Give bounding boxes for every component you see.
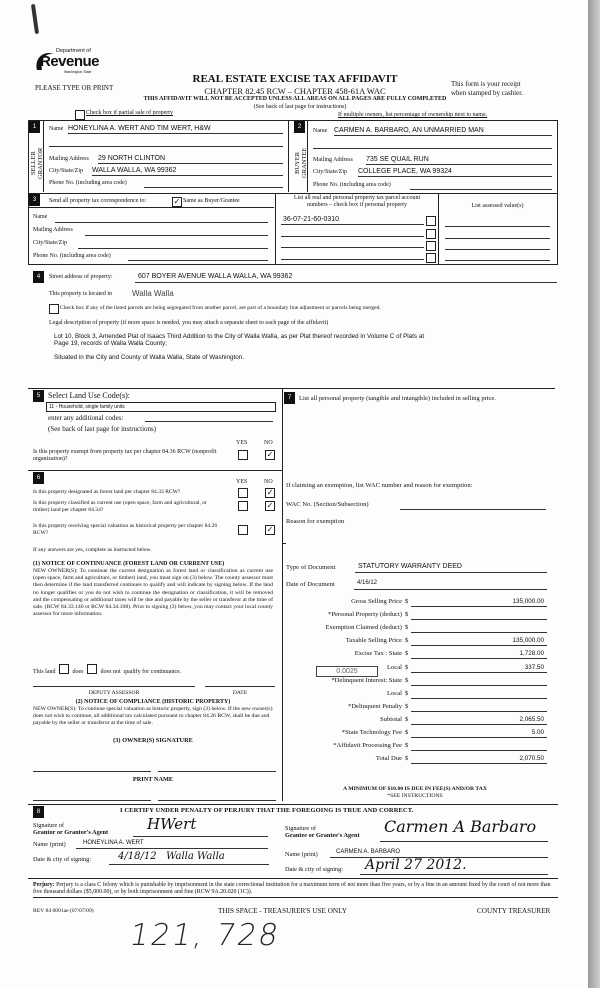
dollar-sign: $	[405, 650, 409, 658]
street-value[interactable]: 607 BOYER AVENUE WALLA WALLA, WA 99362	[138, 273, 293, 280]
seller-name-label: Name	[49, 126, 64, 132]
tax-row-label: Subtotal	[380, 715, 402, 723]
corr-mailing-line[interactable]	[85, 235, 268, 236]
exempt-yes-header: YES	[236, 440, 248, 446]
stray-mark	[31, 4, 39, 34]
dollar-sign: $	[405, 755, 409, 763]
land-use-select[interactable]	[46, 402, 276, 412]
buyer-city-line	[358, 176, 552, 177]
parcel-header-1: List all real and personal property tax parcel account	[293, 195, 421, 201]
completion-warning: THIS AFFIDAVIT WILL NOT BE ACCEPTED UNLESS ALL AREAS ON ALL PAGES ARE FULLY COMPLETED	[143, 96, 447, 102]
perjury-text: Perjury is a class C felony which is punishable by imprisonment in the state correctional institution for a maximum term of not more than five years, or by a fine in an amount fixed by the court of not more than five thousand dollars ($5,000.00), or by both imprisonment and fine (RCW 9A.20.020 (1C)).	[33, 882, 551, 895]
local-rate-box[interactable]	[316, 666, 378, 677]
same-as-buyer-label: Same as Buyer/Grantee	[183, 198, 240, 204]
section-5-badge: 5	[33, 390, 44, 402]
partial-sale-label: Check box if partial sale of property	[86, 110, 173, 116]
tax-row-label: *Delinquent Interest: State	[331, 676, 402, 684]
buyer-side-label	[294, 140, 308, 186]
personal-property-checkbox[interactable]	[426, 241, 436, 251]
tax-row-value[interactable]: 135,000.00	[512, 637, 544, 645]
tax-row-label: *Delinquent Penalty	[347, 702, 402, 710]
personal-property-checkbox[interactable]	[426, 229, 436, 239]
dollar-sign: $	[405, 611, 409, 619]
tax-row-line	[411, 724, 547, 725]
exempt-question: Is this property exempt from property tax per chapter 84.36 RCW (nonprofit organization)?	[33, 449, 217, 462]
tax-row-line	[411, 685, 547, 686]
current-use-yes-checkbox[interactable]	[238, 501, 248, 511]
parcel-header	[276, 195, 438, 209]
located-label: This property is located in	[49, 291, 112, 297]
dollar-sign: $	[405, 598, 409, 605]
current-use-no-checkbox[interactable]: ✓	[266, 501, 274, 510]
multiple-owners-note: If multiple owners, list percentage of ownership next to name.	[338, 112, 488, 118]
instructions-note: (See back of last page for instructions)	[253, 104, 347, 110]
personal-property-checkbox[interactable]	[426, 216, 436, 226]
tax-row-label: Taxable Selling Price	[345, 637, 402, 645]
grantee-name-label: Name (print)	[285, 851, 318, 858]
doc-type-label: Type of Document	[286, 564, 336, 571]
seller-phone-label: Phone No. (including area code)	[49, 180, 127, 186]
current-use-question: Is this property classified as current use (open space, farm and agricultural, or timber) land per chapter 84.34?	[33, 500, 207, 513]
perjury-notice	[33, 882, 558, 898]
print-name-line-1[interactable]	[33, 800, 151, 801]
land-use-instructions: (See back of last page for instructions)	[48, 425, 157, 433]
buyer-phone-label: Phone No. (including area code)	[313, 182, 391, 188]
segregated-label: Check box if any of the listed parcels are being segregated from another parcel, are part of a boundary line adjustment or parcels being merged.	[60, 305, 381, 311]
grantor-label: GRANTOR	[37, 147, 44, 179]
assessed-header: List assessed value(s)	[471, 203, 524, 209]
deputy-assessor-line[interactable]	[33, 686, 195, 687]
doc-type-line	[355, 572, 547, 573]
wac-label: WAC No. (Section/Subsection)	[286, 501, 369, 508]
notice2-title: (2) NOTICE OF COMPLIANCE (HISTORIC PROPERTY)	[75, 699, 231, 705]
dollar-sign: $	[405, 676, 409, 684]
local-rate-value: 0.0025	[336, 668, 358, 675]
tax-row-line	[411, 606, 547, 607]
buyer-phone-line[interactable]	[410, 189, 552, 190]
receipt-note-1: This form is your receipt	[451, 80, 521, 88]
partial-sale-checkbox[interactable]	[75, 110, 85, 120]
perjury-label: Perjury:	[33, 882, 55, 888]
tax-row-line	[411, 645, 547, 646]
grantee-date-value[interactable]: April 27 2012.	[365, 857, 467, 873]
parcel-line[interactable]	[281, 236, 424, 237]
dor-logo-line2: Revenue	[40, 53, 100, 70]
grantor-sig-label-1: Signature of	[33, 822, 64, 829]
correspondence-label: Send all property tax correspondence to:	[49, 198, 147, 204]
dollar-sign: $	[405, 624, 409, 632]
tax-row-line	[411, 750, 547, 751]
grantor-name-line	[76, 848, 268, 849]
does-not-checkbox[interactable]	[87, 664, 97, 674]
corr-name-line[interactable]	[55, 222, 268, 223]
land-use-selected-value: 11 - Household, single family units	[49, 404, 125, 410]
seller-city-value[interactable]: WALLA WALLA, WA 99362	[92, 167, 177, 174]
seller-mailing-label: Mailing Address	[49, 156, 89, 162]
continuance-row	[33, 663, 181, 675]
tax-row-label: Gross Selling Price	[351, 598, 402, 605]
notice1-title: (1) NOTICE OF CONTINUANCE (FOREST LAND OR CURRENT USE)	[33, 561, 225, 567]
legal-line-1: Lot 10, Block 3, Amended Plat of Isaacs Third Addition to the City of Walla Walla, as per Plat thereof recorded in Volume C of Plats at	[54, 333, 425, 340]
tax-row-value[interactable]: 2,065.50	[519, 715, 544, 723]
forest-yes-checkbox[interactable]	[238, 488, 248, 498]
tax-row-label: *Personal Property (deduct)	[328, 611, 402, 619]
forest-no-checkbox[interactable]: ✓	[266, 488, 274, 497]
please-type-note: PLEASE TYPE OR PRINT	[35, 84, 114, 92]
doc-date-label: Date of Document	[286, 581, 335, 588]
wac-input-line[interactable]	[400, 509, 546, 510]
grantee-sig-label-2: Grantee or Grantee's Agent	[285, 832, 360, 839]
tax-row-label: Local	[386, 663, 402, 671]
buyer-name-label: Name	[313, 128, 328, 134]
seller-label: SELLER	[30, 151, 37, 175]
seller-name-line	[68, 133, 283, 134]
section-8-bottom-rule	[28, 878, 558, 879]
section-6-badge: 6	[33, 472, 44, 484]
additional-codes-line[interactable]	[145, 421, 273, 422]
personal-property-checkbox[interactable]	[426, 253, 436, 263]
grantee-signature[interactable]: Carmen A Barbaro	[384, 817, 537, 836]
personal-property-label: List all personal property (tangible and intangible) included in selling price.	[299, 395, 496, 402]
grantee-sig-line	[380, 841, 548, 842]
section-4-badge: 4	[33, 271, 44, 283]
section-3-badge: 3	[29, 194, 40, 206]
tax-row-line	[411, 711, 547, 712]
buyer-name-value[interactable]: CARMEN A. BARBARO, AN UNMARRIED MAN	[334, 127, 484, 134]
grantor-name-label: Name (print)	[33, 841, 66, 848]
parcel-line	[281, 224, 424, 225]
legal-line-2: Page 19, records of Walla Walla County;	[54, 340, 167, 347]
located-value[interactable]: Walla Walla	[132, 289, 174, 298]
grantee-sig-label	[285, 825, 360, 839]
buyer-mailing-line	[366, 164, 552, 165]
exemption-reason-label: Reason for exemption	[286, 518, 345, 525]
tax-row-value[interactable]: 2,070.50	[519, 755, 544, 763]
dollar-sign: $	[405, 742, 409, 750]
doc-date-value[interactable]: 4/16/12	[357, 580, 378, 586]
dollar-sign: $	[405, 637, 409, 645]
seller-divider	[43, 121, 44, 191]
seller-mailing-line	[98, 163, 283, 164]
tax-row-label: Exemption Claimed (deduct)	[325, 624, 402, 632]
parcel-number[interactable]: 36-07-21-60-0310	[283, 216, 340, 223]
see-instructions: *SEE INSTRUCTIONS	[387, 793, 443, 799]
tax-row-line	[411, 619, 547, 620]
certification-statement: I CERTIFY UNDER PENALTY OF PERJURY THAT THE FOREGOING IS TRUE AND CORRECT.	[120, 807, 414, 814]
grantor-signature[interactable]: HWert	[147, 815, 197, 833]
corr-city-line[interactable]	[78, 248, 268, 249]
assessed-value-line[interactable]	[445, 249, 550, 250]
qualify-label: qualify for continuance.	[123, 669, 182, 675]
grantor-sig-label	[33, 822, 108, 836]
tax-row-line	[411, 737, 547, 738]
dor-logo-line3: Washington State	[64, 70, 92, 74]
tax-row-line	[411, 632, 547, 633]
grantor-date-line	[109, 864, 269, 865]
form-subtitle: CHAPTER 82.45 RCW – CHAPTER 458-61A WAC	[204, 86, 386, 96]
seller-mailing-value[interactable]: 29 NORTH CLINTON	[98, 155, 166, 162]
seller-name-value[interactable]: HONEYLINA A. WERT AND TIM WERT, H&W	[68, 125, 211, 132]
corr-name-label: Name	[33, 214, 48, 220]
tax-row-value[interactable]: 5.00	[531, 729, 544, 736]
tax-row-line	[411, 658, 547, 659]
section-7-frame	[282, 388, 555, 539]
buyer-city-value[interactable]: COLLEGE PLACE, WA 99324	[358, 168, 452, 175]
grantee-name-value[interactable]: CARMEN A. BARBARO	[336, 849, 401, 855]
buyer-label: BUYER	[294, 151, 301, 175]
tax-row-line	[411, 672, 547, 673]
tax-row-label: Excise Tax : State	[354, 650, 402, 658]
dor-logo-line1: Department of	[56, 48, 91, 54]
legal-description[interactable]	[54, 333, 504, 361]
parcel-col-divider-2	[438, 193, 439, 264]
segregated-checkbox[interactable]	[49, 304, 59, 314]
correspondence-header-rule	[29, 207, 274, 208]
tax-row-label: *Affidavit Processing Fee	[333, 742, 402, 750]
land-use-label: Select Land Use Code(s):	[48, 391, 130, 400]
dollar-sign: $	[405, 663, 409, 671]
parties-center-divider	[288, 121, 289, 192]
grantor-date-label: Date & city of signing:	[33, 856, 92, 863]
assessed-value-line[interactable]	[445, 238, 550, 239]
owner-signature-line-2[interactable]	[158, 771, 276, 772]
buyer-mailing-value[interactable]: 735 SE QUAIL RUN	[366, 156, 429, 163]
dollar-sign: $	[405, 715, 409, 723]
owner-signature-label: (3) OWNER(S) SIGNATURE	[113, 737, 193, 744]
grantor-sig-label-2: Grantor or Grantor's Agent	[33, 829, 109, 836]
designation-yes-header: YES	[236, 479, 248, 485]
designation-no-header: NO	[264, 479, 273, 485]
legal-label: Legal description of property (if more space is needed, you may attach a separate sheet to each page of the affidavit)	[49, 320, 329, 326]
does-not-label: does not	[100, 669, 121, 675]
street-line	[135, 282, 557, 283]
buyer-mailing-label: Mailing Address	[313, 157, 353, 163]
street-label: Street address of property:	[49, 274, 113, 280]
corr-city-label: City/State/Zip	[33, 240, 67, 246]
tax-row-label: *State Technology Fee	[341, 729, 402, 736]
corr-mailing-label: Mailing Address	[33, 227, 73, 233]
grantor-sig-line	[133, 836, 268, 837]
parcel-line[interactable]	[281, 247, 424, 248]
section-7-bottom-rule	[282, 543, 286, 544]
seller-side-label	[30, 140, 44, 186]
owner-signature-line-1[interactable]	[33, 771, 151, 772]
this-land-label: This land	[33, 669, 56, 675]
historic-yes-checkbox[interactable]	[238, 525, 248, 535]
seller-phone-line[interactable]	[144, 187, 283, 188]
notice1-body: NEW OWNER(S): To continue the current designation as forest land or classification as current use (open space, farm and agriculture, or timber) land, you must sign on (3) below. The county assessor must then determine if the land transferred continues to qualify and will indicate by signing below. If the land no longer qualifies or you do not wish to continue the designation or classification, it will be removed and the compensating or additional taxes will be due and payable by the seller or transferor at the time of sale. (RCW 84.33.140 or RCW 84.34.108). Prior to signing (3) below, you may contact your local county assessor for more information.	[33, 568, 273, 618]
tax-row-value[interactable]: 337.50	[524, 663, 544, 671]
same-as-buyer-checkbox[interactable]: ✓	[173, 197, 181, 206]
scan-edge-shadow	[588, 0, 600, 988]
tax-row-value[interactable]: 1,728.00	[519, 650, 544, 658]
grantee-sig-label-1: Signature of	[285, 825, 316, 832]
assessor-date-label: DATE	[232, 690, 248, 696]
grantor-name-value[interactable]: HONEYLINA A. WERT	[83, 840, 144, 846]
form-revision: REV 84 0001ae (07/07/09)	[33, 908, 94, 914]
notice2-body: NEW OWNER(S): To continue special valuation as historic property, sign (3) below. If the new owner(s) does not wish to continue, all additional tax calculated pursuant to chapter 84.26 RCW, shall be due and payable by the seller or transferor at the time of sale.	[33, 706, 273, 726]
parcel-header-2: numbers – check box if personal property	[307, 202, 407, 208]
print-name-label: PRINT NAME	[132, 776, 174, 783]
section-7-badge: 7	[284, 392, 295, 404]
section-8-badge: 8	[33, 806, 44, 818]
tax-row-label: Local	[386, 689, 402, 697]
deputy-assessor-label: DEPUTY ASSESSOR	[88, 690, 140, 696]
tax-row-value[interactable]: 135,000.00	[512, 598, 544, 605]
print-name-line-2[interactable]	[158, 800, 276, 801]
section-6-frame	[28, 470, 283, 801]
tax-row-line	[411, 763, 547, 764]
assessor-date-line[interactable]	[205, 686, 275, 687]
forest-question: Is this property designated as forest land per chapter 84.33 RCW?	[33, 489, 181, 495]
historic-question: Is this property receiving special valuation as historical property per chapter 84.26 RCW?	[33, 523, 218, 536]
minimum-note: A MINIMUM OF $10.00 IS DUE IN FEE(S) AND/OR TAX	[343, 786, 487, 792]
buyer-city-label: City/State/Zip	[313, 169, 347, 175]
exempt-yes-checkbox[interactable]	[238, 450, 248, 460]
additional-codes-label: enter any additional codes:	[48, 414, 124, 422]
grantee-date-line	[360, 874, 548, 875]
grantee-label: GRANTEE	[301, 147, 308, 179]
buyer-name-line	[334, 135, 552, 136]
buyer-name-line-2	[313, 148, 552, 149]
doc-type-value[interactable]: STATUTORY WARRANTY DEED	[358, 563, 462, 570]
historic-no-checkbox[interactable]: ✓	[266, 525, 274, 534]
grantor-date-value[interactable]: 4/18/12 Walla Walla	[118, 851, 225, 862]
doc-date-line	[354, 589, 547, 590]
tax-row-line	[411, 698, 547, 699]
tax-row-label: Total Due	[375, 755, 402, 763]
receipt-note-2: when stamped by cashier.	[451, 89, 523, 97]
corr-phone-label: Phone No. (including area code)	[33, 253, 111, 259]
seller-name-line-2	[49, 146, 283, 147]
form-title: REAL ESTATE EXCISE TAX AFFIDAVIT	[192, 73, 398, 85]
dollar-sign: $	[405, 729, 409, 736]
dollar-sign: $	[405, 689, 409, 697]
handwritten-receipt-number: 121, 728	[126, 918, 283, 953]
dollar-sign: $	[405, 702, 409, 710]
seller-city-line	[92, 175, 283, 176]
exempt-no-header: NO	[264, 440, 273, 446]
section-2-badge: 2	[294, 121, 305, 133]
treasurer-use-note: THIS SPACE - TREASURER'S USE ONLY	[218, 907, 347, 915]
legal-line-3: Situated in the City and County of Walla Walla, State of Washington.	[54, 354, 245, 361]
section-8-top-rule	[28, 804, 558, 805]
section-1-badge: 1	[29, 121, 40, 133]
if-yes-note: If any answers are yes, complete as instructed below.	[33, 547, 152, 553]
parcel-line[interactable]	[281, 259, 424, 260]
assessed-value-line[interactable]	[445, 226, 550, 227]
county-treasurer-label: COUNTY TREASURER	[477, 907, 551, 915]
exemption-label: If claiming an exemption, list WAC number and reason for exemption:	[286, 482, 473, 489]
does-label: does	[72, 669, 84, 675]
grantee-date-label: Date & city of signing:	[285, 866, 344, 873]
dor-logo	[34, 48, 114, 82]
corr-phone-line[interactable]	[128, 260, 268, 261]
does-checkbox[interactable]	[59, 664, 69, 674]
seller-city-label: City/State/Zip	[49, 168, 83, 174]
assessed-value-line[interactable]	[445, 260, 550, 261]
exempt-no-checkbox[interactable]: ✓	[266, 450, 274, 459]
